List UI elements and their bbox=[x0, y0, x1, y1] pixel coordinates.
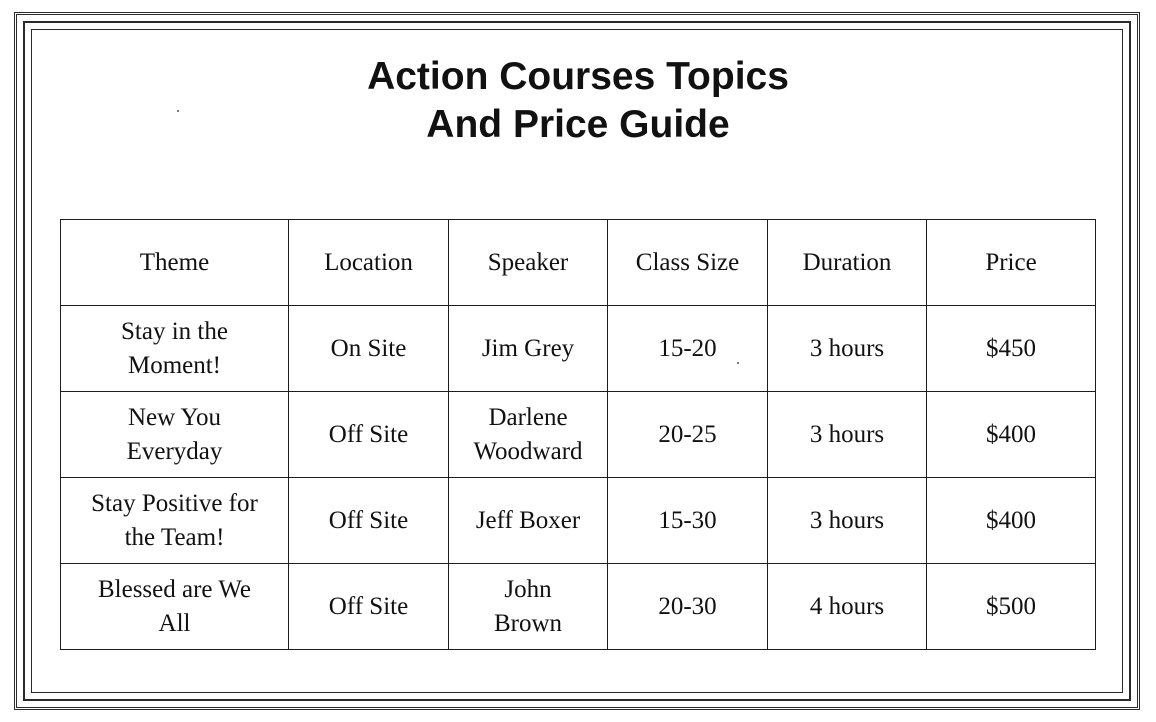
column-header-class-size: Class Size bbox=[608, 220, 768, 306]
price-cell: $450 bbox=[927, 306, 1096, 392]
class-size-cell: 15-20 bbox=[608, 306, 768, 392]
price-cell: $400 bbox=[927, 392, 1096, 478]
speaker-text: Jeff Boxer bbox=[475, 506, 581, 534]
course-price-table bbox=[60, 219, 1096, 650]
column-header-speaker: Speaker bbox=[449, 220, 608, 306]
speaker-text: Woodward bbox=[473, 437, 583, 465]
theme-text: the Team! bbox=[124, 523, 225, 551]
theme-cell bbox=[61, 478, 289, 564]
location-cell: Off Site bbox=[289, 392, 449, 478]
table-header-row bbox=[61, 220, 1096, 306]
table-row bbox=[61, 306, 1096, 392]
speaker-cell bbox=[449, 564, 608, 650]
class-size-cell: 20-30 bbox=[608, 564, 768, 650]
speaker-text: Brown bbox=[493, 609, 563, 637]
theme-text: Stay in the bbox=[121, 317, 228, 345]
duration-cell: 3 hours bbox=[768, 478, 927, 564]
column-header-duration: Duration bbox=[768, 220, 927, 306]
duration-cell: 3 hours bbox=[768, 392, 927, 478]
theme-text: Moment! bbox=[127, 351, 222, 379]
table-row bbox=[61, 564, 1096, 650]
column-header-location: Location bbox=[289, 220, 449, 306]
document-title-line-1: Action Courses Topics bbox=[367, 55, 789, 98]
speaker-text: Jim Grey bbox=[481, 334, 575, 362]
theme-text: Everyday bbox=[126, 437, 223, 465]
column-header-theme: Theme bbox=[61, 220, 289, 306]
theme-text: Blessed are We bbox=[97, 575, 252, 603]
theme-cell bbox=[61, 392, 289, 478]
class-size-cell: 20-25 bbox=[608, 392, 768, 478]
table-row bbox=[61, 392, 1096, 478]
theme-cell bbox=[61, 306, 289, 392]
speaker-cell bbox=[449, 478, 608, 564]
table-row bbox=[61, 478, 1096, 564]
theme-cell bbox=[61, 564, 289, 650]
speaker-cell bbox=[449, 392, 608, 478]
class-size-cell: 15-30 bbox=[608, 478, 768, 564]
duration-cell: 4 hours bbox=[768, 564, 927, 650]
theme-text: All bbox=[158, 609, 191, 637]
duration-cell: 3 hours bbox=[768, 306, 927, 392]
column-header-price: Price bbox=[927, 220, 1096, 306]
theme-text: Stay Positive for bbox=[91, 489, 258, 517]
speaker-text: Darlene bbox=[488, 403, 568, 431]
price-cell: $500 bbox=[927, 564, 1096, 650]
document-title-line-2: And Price Guide bbox=[426, 103, 730, 146]
theme-text: New You bbox=[127, 403, 222, 431]
location-cell: On Site bbox=[289, 306, 449, 392]
location-cell: Off Site bbox=[289, 564, 449, 650]
speaker-text: John bbox=[504, 575, 552, 603]
price-cell: $400 bbox=[927, 478, 1096, 564]
speaker-cell bbox=[449, 306, 608, 392]
location-cell: Off Site bbox=[289, 478, 449, 564]
